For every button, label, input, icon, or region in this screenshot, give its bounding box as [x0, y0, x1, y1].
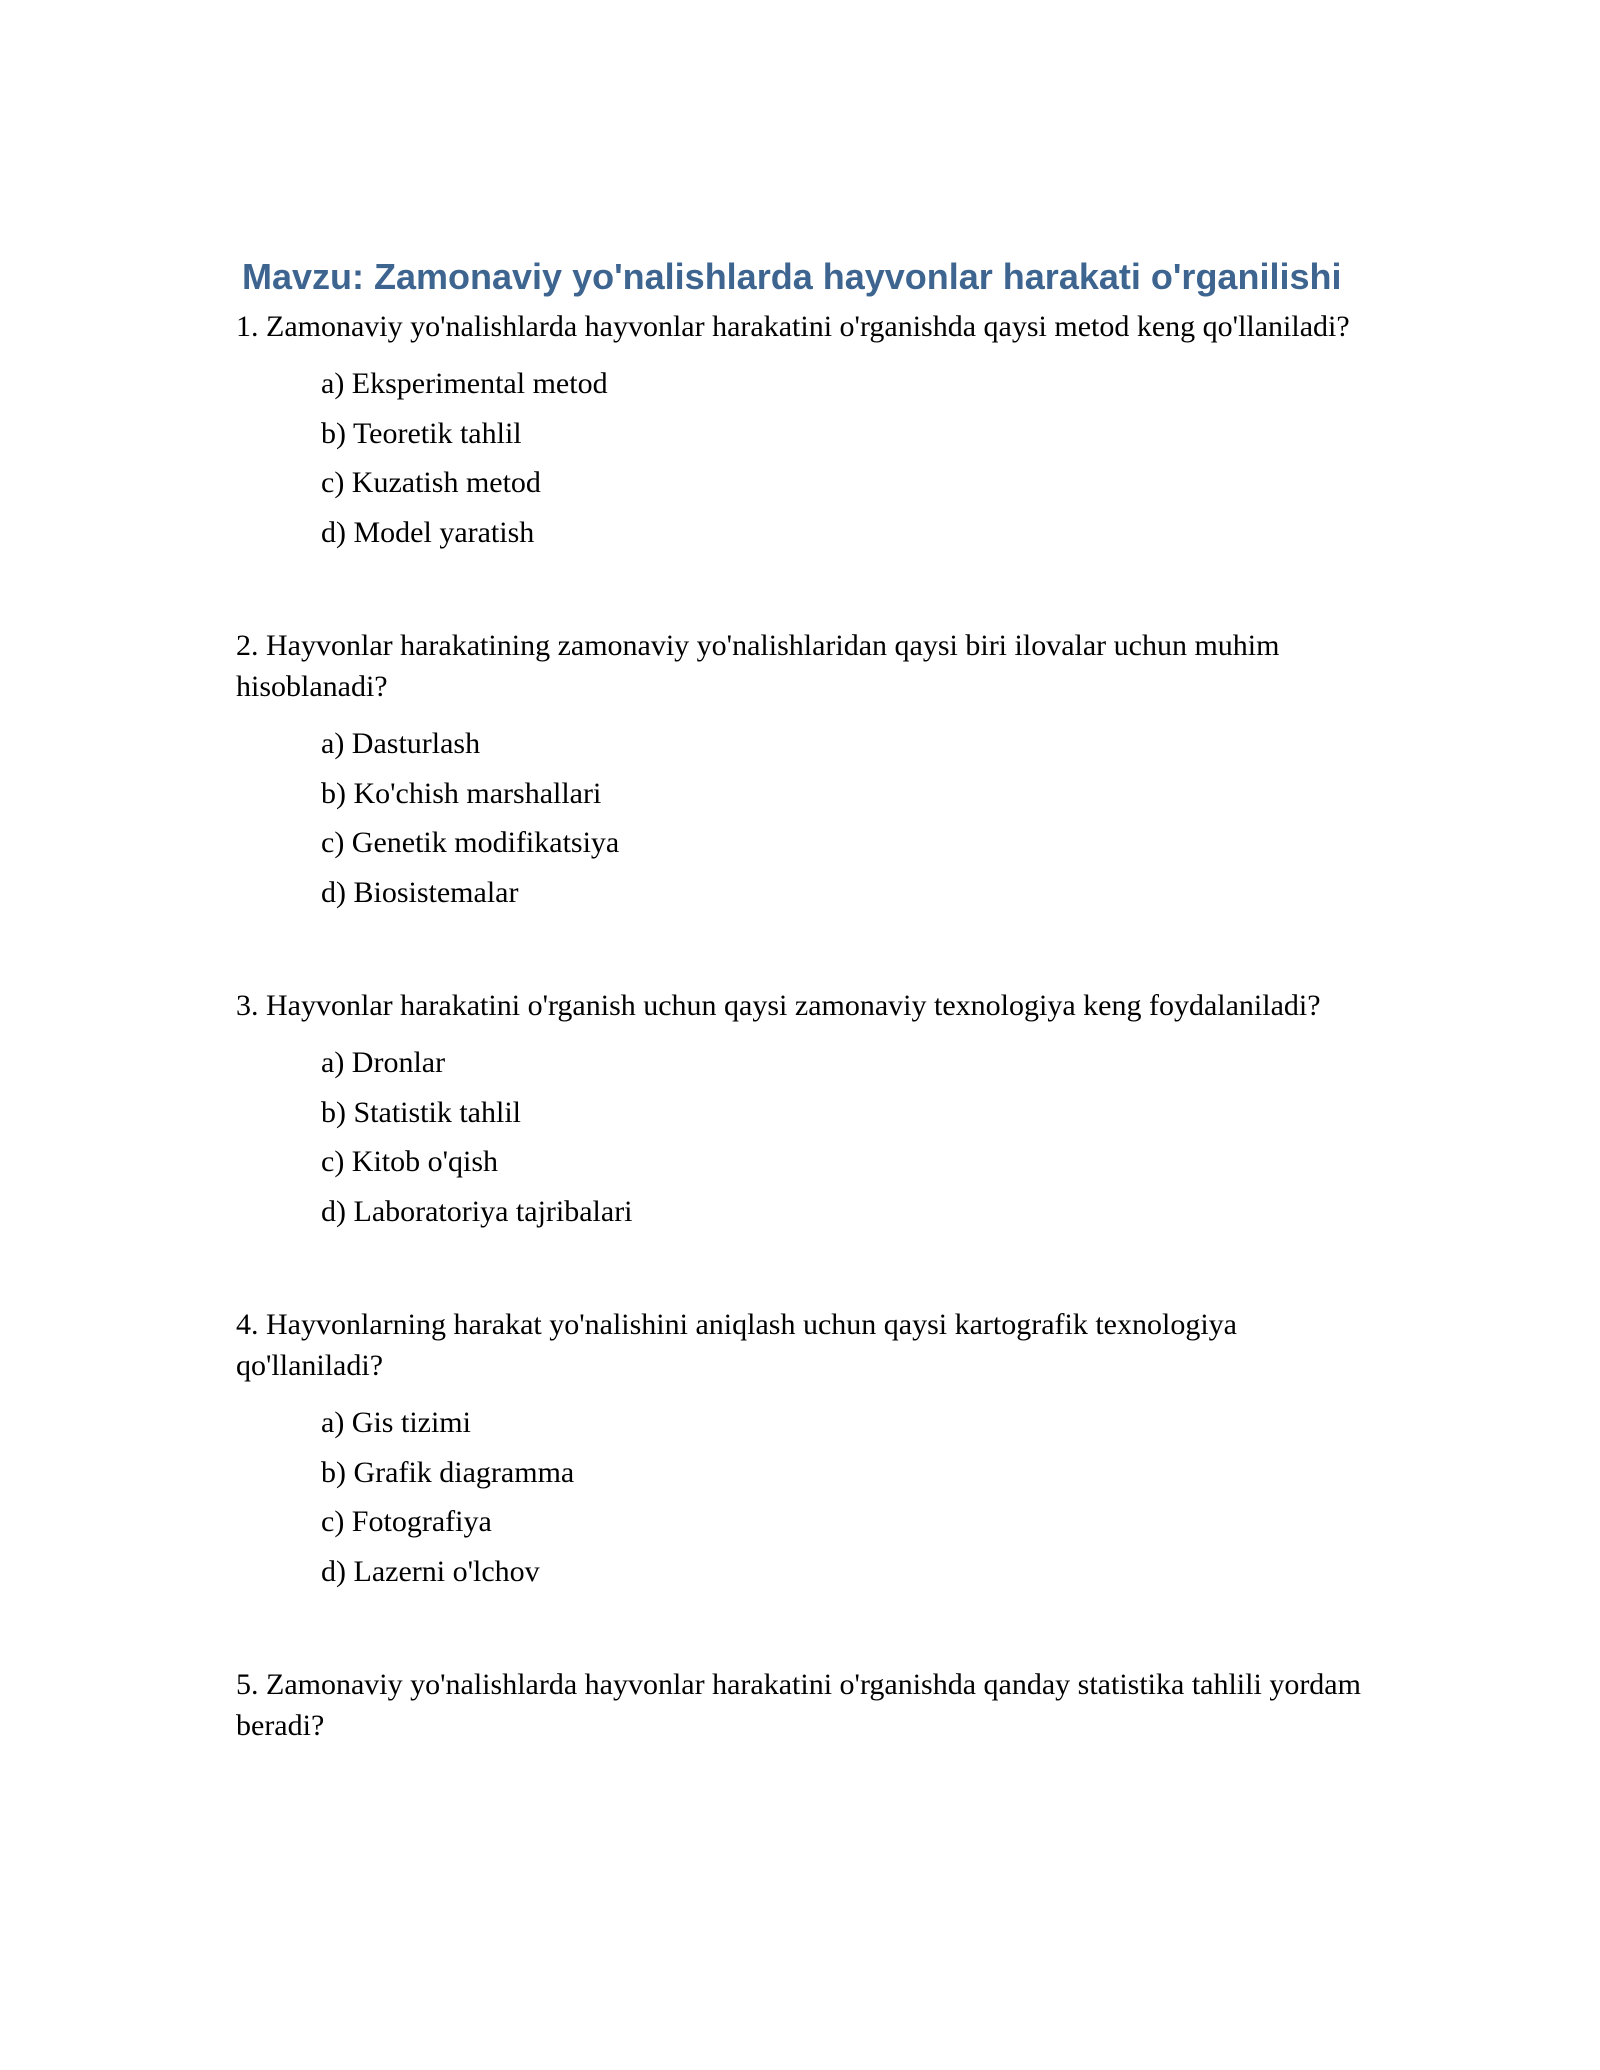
- question-text: 5. Zamonaviy yo'nalishlarda hayvonlar harakatini o'rganishda qanday statistika tahlili yordam beradi?: [236, 1668, 1361, 1742]
- option-d: d) Biosistemalar: [321, 875, 519, 909]
- question-text: 4. Hayvonlarning harakat yo'nalishini aniqlash uchun qaysi kartografik texnologiya qo'llaniladi?: [236, 1308, 1237, 1382]
- option-c: c) Fotografiya: [321, 1505, 492, 1538]
- question-2: [236, 625, 1376, 917]
- option-list: [236, 359, 1376, 557]
- option-a: a) Dronlar: [321, 1046, 446, 1079]
- option-a: a) Eksperimental metod: [321, 367, 608, 400]
- question-4: [236, 1304, 1376, 1596]
- question-1: [236, 306, 1376, 557]
- option-c: c) Kitob o'qish: [321, 1145, 499, 1178]
- question-text: 3. Hayvonlar harakatini o'rganish uchun qaysi zamonaviy texnologiya keng foydalaniladi?: [236, 989, 1321, 1022]
- option-a: a) Gis tizimi: [321, 1406, 471, 1439]
- question-text: 1. Zamonaviy yo'nalishlarda hayvonlar harakatini o'rganishda qaysi metod keng qo'llaniladi?: [236, 310, 1350, 343]
- option-b: b) Ko'chish marshallari: [321, 776, 602, 810]
- question-3: [236, 985, 1376, 1236]
- question-text: 2. Hayvonlar harakatining zamonaviy yo'nalishlaridan qaysi biri ilovalar uchun muhim hisoblanadi?: [236, 629, 1280, 703]
- option-d: d) Lazerni o'lchov: [321, 1554, 540, 1588]
- option-b: b) Statistik tahlil: [321, 1095, 521, 1129]
- option-list: [236, 1398, 1376, 1596]
- question-list: [236, 306, 1376, 1814]
- option-b: b) Grafik diagramma: [321, 1455, 575, 1489]
- document-title: Mavzu: Zamonaviy yo'nalishlarda hayvonlar harakati o'rganilishi: [242, 256, 1342, 297]
- option-c: c) Genetik modifikatsiya: [321, 826, 620, 859]
- option-c: c) Kuzatish metod: [321, 466, 541, 499]
- option-b: b) Teoretik tahlil: [321, 416, 522, 450]
- option-a: a) Dasturlash: [321, 727, 481, 760]
- question-5: [236, 1664, 1376, 1746]
- option-list: [236, 1038, 1376, 1236]
- option-d: d) Laboratoriya tajribalari: [321, 1194, 633, 1228]
- option-list: [236, 719, 1376, 917]
- option-d: d) Model yaratish: [321, 515, 535, 549]
